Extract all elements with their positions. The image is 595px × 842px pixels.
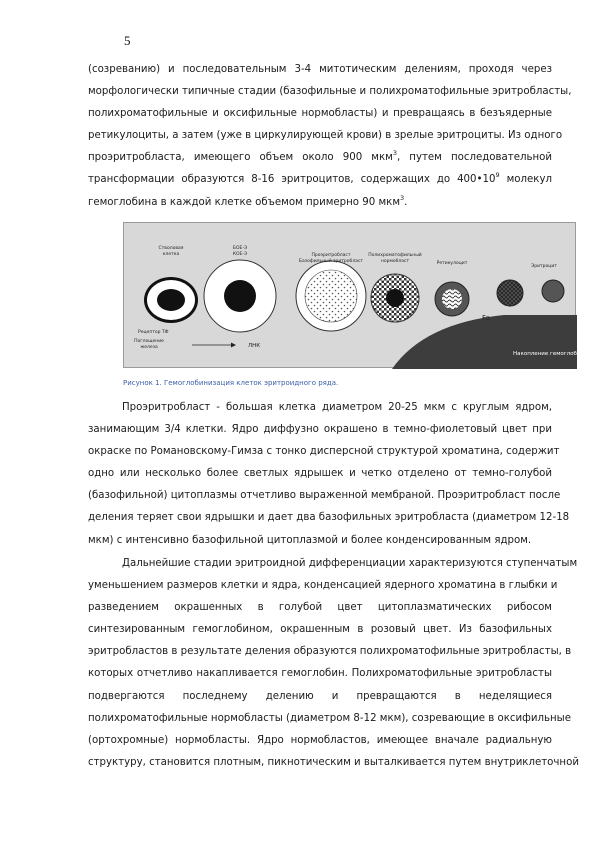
superscript: 9 <box>495 171 500 180</box>
text-line <box>88 169 552 191</box>
text-line: деления теряет свои ядрышки и дает два базофильных эритробласта (диаметром 12-18 <box>88 512 570 524</box>
figure-erythroid-hemoglobinization <box>123 222 588 368</box>
note-iron-1: Поглощение <box>134 339 164 344</box>
stage-label <box>299 252 364 264</box>
text-line <box>88 147 552 169</box>
hemoglobin-accumulation-label: Накопление гемоглобина <box>513 351 588 357</box>
text-line: морфологически типичные стадии (базофильные и полихроматофильные эритробласты, <box>88 86 572 98</box>
stage-label-erythrocyte: Эритроцит <box>531 264 557 269</box>
superscript: 3 <box>400 193 405 202</box>
text-segment: , путем последовательной <box>396 152 552 164</box>
text-segment: трансформации образуются 8-16 эритроцитов, содержащих до 400•10 <box>88 174 496 186</box>
stage-label-bfu-2: КОЕ-Э <box>232 252 248 257</box>
text-line: разведением окрашенных в голубой цвет цитоплазматических рибосом <box>88 602 552 614</box>
note-iron-uptake <box>134 338 164 350</box>
text-line: которых отчетливо накапливается гемоглобин. Полихроматофильные эритробласты <box>88 668 552 680</box>
stage-label-poly-2: нормобласт <box>380 259 410 264</box>
text-segment: проэритробласта, имеющего объем около 900 мкм <box>88 152 393 164</box>
stage-label-poly-1: Полихроматофильный <box>368 253 422 258</box>
note-transferrin-receptor: Рецептор ТФ <box>138 330 169 335</box>
text-line: полихроматофильные нормобласты (диаметром 8-12 мкм), созревающие в оксифильные <box>88 712 571 724</box>
reticulocyte-inner <box>442 289 462 309</box>
stage-label-pro-2: Базофильный эритробласт <box>298 259 364 264</box>
text-line: уменьшением размеров клетки и ядра, конденсацией ядерного хроматина в глыбки и <box>88 580 558 592</box>
bfu-e-nucleus <box>224 280 256 312</box>
polychromatophilic-nucleus <box>386 289 404 307</box>
iron-label: Fe <box>482 314 490 322</box>
paragraph-2 <box>88 397 570 552</box>
text-line: окраске по Романовскому-Гимза с тонко дисперсной структурой хроматина, содержит <box>88 446 560 458</box>
paragraph-3 <box>88 553 579 774</box>
text-line: эритробластов в результате деления образуются полихроматофильные эритробласты, в <box>88 646 572 658</box>
erythrocyte-cell <box>497 280 523 306</box>
text-line <box>88 192 552 214</box>
text-line: (базофильной) цитоплазмы отчетливо выраженной мембраной. Проэритробласт после <box>88 490 561 502</box>
text-line: Проэритробласт - большая клетка диаметром 20-25 мкм с круглым ядром, <box>122 402 552 413</box>
stage-label-pro-1: Проэритробласт <box>311 253 351 258</box>
note-iron-2: железа <box>140 345 158 350</box>
hemoglobin-band <box>392 315 577 369</box>
figure-caption: Рисунок 1. Гемоглобинизация клеток эритроидного ряда. <box>123 379 339 387</box>
figure-graphic <box>124 223 588 369</box>
text-segment: молекул <box>499 174 552 186</box>
text-segment: гемоглобина в каждой клетке объемом примерно 90 мкм <box>88 196 401 208</box>
text-line: структуру, становится плотным, пикнотическим и выталкивается путем внутриклеточной <box>88 756 579 768</box>
stage-label-bfu-1: БОЕ-Э <box>232 246 248 251</box>
stage-label-stem-1: Стволовая <box>158 246 184 251</box>
text-line: подвергаются последнему делению и превращаются в неделящиеся <box>88 690 552 702</box>
text-line: занимающим 3/4 клетки. Ядро диффузно окрашено в темно-фиолетовый цвет при <box>88 424 552 436</box>
page-number: 5 <box>124 33 131 48</box>
proerythroblast-nucleus <box>305 270 357 322</box>
stage-label <box>368 251 422 264</box>
mature-erythrocyte-cell <box>542 280 564 302</box>
text-line: синтезированным гемоглобином, окрашенным в розовый цвет. Из базофильных <box>88 624 552 636</box>
text-line: полихроматофильные и оксифильные нормобласты) и превращаясь в безъядерные <box>88 108 552 120</box>
stage-label-reticulocyte: Ретикулоцит <box>436 261 468 266</box>
text-line: Дальнейшие стадии эритроидной дифференциации характеризуются ступенчатым <box>122 558 578 569</box>
text-line: ретикулоциты, а затем (уже в циркулирующей крови) в зрелые эритроциты. Из одного <box>88 130 563 142</box>
text-line: (ортохромные) нормобласты. Ядро нормобластов, имеющее вначале радиальную <box>88 734 552 746</box>
text-segment: . <box>404 196 408 208</box>
stage-label <box>233 245 247 257</box>
text-line: (созреванию) и последовательным 3-4 митотическим делениям, проходя через <box>88 64 552 75</box>
superscript: 3 <box>392 149 397 158</box>
text-line: одно или несколько более светлых ядрышек и четко отделено от темно-голубой <box>88 468 552 480</box>
stage-label <box>159 245 184 257</box>
stage-label-stem-2: клетка <box>162 252 180 257</box>
stem-cell-nucleus <box>157 289 185 311</box>
text-line: мкм) с интенсивно базофильной цитоплазмой и более конденсированным ядром. <box>88 534 532 546</box>
arrow-head <box>231 343 236 348</box>
arrow-label: ЛНК <box>248 343 261 349</box>
paragraph-1 <box>88 59 572 214</box>
